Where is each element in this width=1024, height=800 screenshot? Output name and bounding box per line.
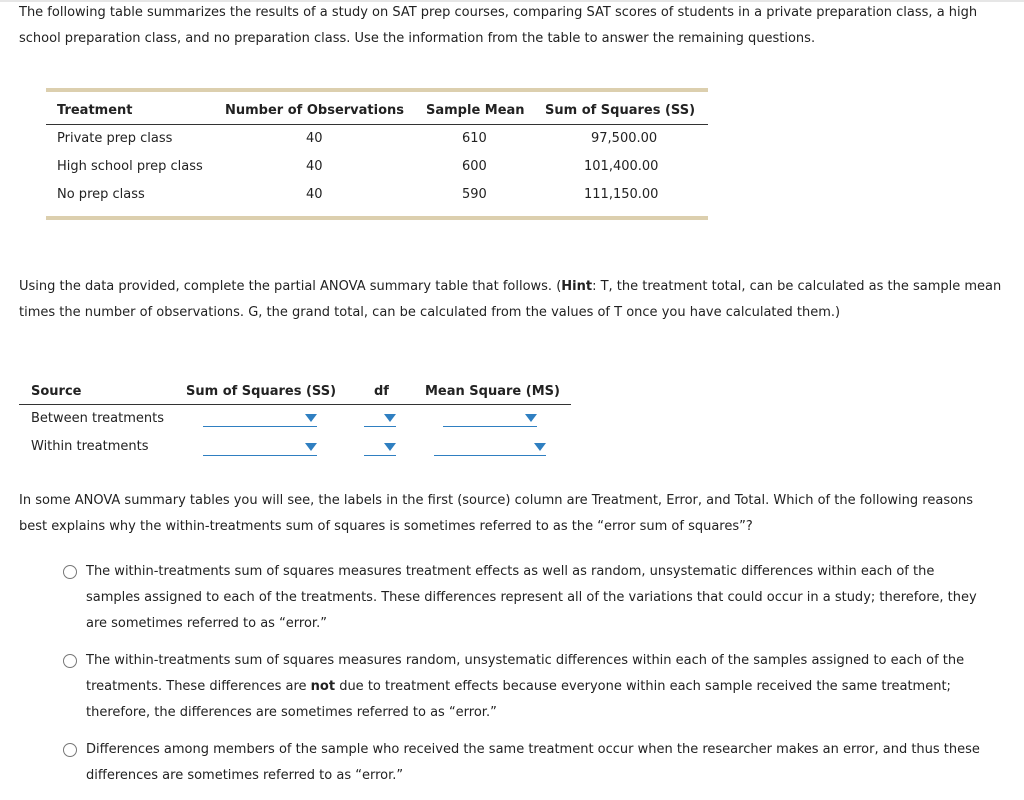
intro-line-2: school preparation class, and no preparation class. Use the information from the table to answer the remaining questions.	[19, 31, 816, 46]
header-source: Source	[31, 384, 82, 399]
header-observations: Number of Observations	[225, 103, 405, 118]
chevron-down-icon	[525, 414, 537, 422]
question-line-2: best explains why the within-treatments sum of squares is sometimes referred to as the “error sum of squares”?	[19, 519, 753, 534]
row-treatment: Private prep class	[57, 131, 173, 146]
within-ms-dropdown[interactable]	[434, 441, 546, 456]
option-3-text	[86, 737, 1006, 789]
instructions-text-b: : T, the treatment total, can be calculated as the sample mean	[592, 279, 1002, 294]
option-3-line-1: Differences among members of the sample who received the same treatment occur when the researcher makes an error, and thus these	[86, 742, 980, 757]
between-df-dropdown[interactable]	[364, 412, 396, 427]
source-within: Within treatments	[31, 439, 149, 454]
radio-button-icon[interactable]	[63, 565, 77, 579]
chevron-down-icon	[305, 443, 317, 451]
row-ss: 111,150.00	[584, 187, 659, 202]
row-treatment: High school prep class	[57, 159, 203, 174]
question-text	[19, 488, 1019, 540]
study-table-header	[46, 98, 708, 125]
option-2-emphasis: not	[310, 679, 336, 694]
header-sum-of-squares: Sum of Squares (SS)	[545, 103, 696, 118]
option-3-line-2: differences are sometimes referred to as “error.”	[86, 768, 404, 783]
row-mean: 590	[462, 187, 487, 202]
between-ss-dropdown[interactable]	[203, 412, 317, 427]
row-observations: 40	[306, 131, 323, 146]
option-2-line-3: therefore, the differences are sometimes referred to as “error.”	[86, 705, 497, 720]
option-2-line-1: The within-treatments sum of squares measures random, unsystematic differences within each of the samples assigned to each of the	[86, 653, 965, 668]
header-ss: Sum of Squares (SS)	[186, 384, 337, 399]
source-between: Between treatments	[31, 411, 165, 426]
anova-table-header	[19, 380, 571, 405]
within-df-dropdown[interactable]	[364, 441, 396, 456]
header-sample-mean: Sample Mean	[426, 103, 525, 118]
within-ss-dropdown[interactable]	[203, 441, 317, 456]
table-bottom-bar	[46, 216, 708, 220]
anova-instructions	[19, 274, 1019, 326]
option-1-line-2: samples assigned to each of the treatments. These differences represent all of the variations that could occur in a study; therefore, they	[86, 590, 977, 605]
intro-line-1: The following table summarizes the results of a study on SAT prep courses, comparing SAT scores of students in a private preparation class, a high	[19, 5, 978, 20]
table-top-bar	[46, 88, 708, 92]
option-2-text	[86, 648, 1006, 726]
option-1-line-3: are sometimes referred to as “error.”	[86, 616, 327, 631]
row-observations: 40	[306, 159, 323, 174]
instructions-line-2: times the number of observations. G, the grand total, can be calculated from the values of T once you have calculated them.)	[19, 305, 841, 320]
question-line-1: In some ANOVA summary tables you will see, the labels in the first (source) column are Treatment, Error, and Total. Which of the following reasons	[19, 493, 974, 508]
chevron-down-icon	[384, 443, 396, 451]
chevron-down-icon	[384, 414, 396, 422]
row-observations: 40	[306, 187, 323, 202]
hint-label: Hint	[561, 279, 593, 294]
header-treatment: Treatment	[57, 103, 133, 118]
chevron-down-icon	[305, 414, 317, 422]
instructions-text-a: Using the data provided, complete the partial ANOVA summary table that follows. (	[19, 279, 562, 294]
header-df: df	[374, 384, 389, 399]
row-mean: 600	[462, 159, 487, 174]
option-2-line-2c: due to treatment effects because everyone within each sample received the same treatment;	[335, 679, 951, 694]
intro-paragraph	[19, 0, 1019, 52]
between-ms-dropdown[interactable]	[443, 412, 537, 427]
option-2-line-2a: treatments. These differences are	[86, 679, 311, 694]
row-ss: 97,500.00	[591, 131, 658, 146]
option-1-text	[86, 559, 1006, 637]
row-ss: 101,400.00	[584, 159, 659, 174]
header-ms: Mean Square (MS)	[425, 384, 560, 399]
radio-button-icon[interactable]	[63, 743, 77, 757]
radio-button-icon[interactable]	[63, 654, 77, 668]
chevron-down-icon	[534, 443, 546, 451]
option-1-line-1: The within-treatments sum of squares measures treatment effects as well as random, unsystematic differences within each of the	[86, 564, 935, 579]
row-treatment: No prep class	[57, 187, 145, 202]
row-mean: 610	[462, 131, 487, 146]
